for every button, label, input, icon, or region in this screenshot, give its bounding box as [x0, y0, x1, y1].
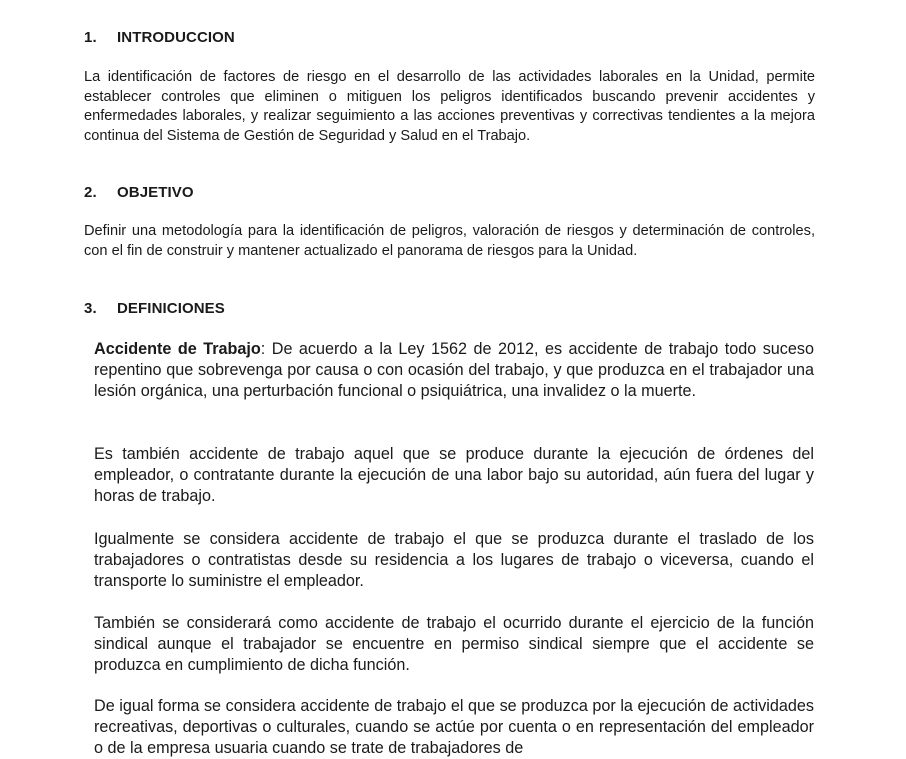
section-number: 1.: [84, 29, 97, 46]
section-number: 3.: [84, 300, 97, 317]
definition-paragraph: Es también accidente de trabajo aquel que se produce durante la ejecución de órdenes del empleador, o contratante durante la ejecución de una labor bajo su autoridad, aún fuera del lugar y horas de trabajo.: [94, 445, 814, 505]
definition-body: : De acuerdo a la Ley 1562 de 2012, es accidente de trabajo todo suceso repentino que sobrevenga por causa o con ocasión del trabajo, y que produzca en el trabajador una lesión orgánica, una perturbación funcional o psiquiátrica, una invalidez o la muerte.: [94, 340, 814, 400]
section-title: DEFINICIONES: [117, 300, 225, 317]
definition-accidente-de-trabajo: [94, 339, 814, 402]
objetivo-paragraph: Definir una metodología para la identificación de peligros, valoración de riesgos y determinación de controles, con el fin de construir y mantener actualizado el panorama de riesgos para la Unidad.: [84, 223, 815, 259]
section-number: 2.: [84, 184, 97, 201]
definition-paragraph: Igualmente se considera accidente de trabajo el que se produzca durante el traslado de los trabajadores o contratistas desde su residencia a los lugares de trabajo o viceversa, cuando el transporte lo suministre el empleador.: [94, 530, 814, 590]
definition-paragraph: De igual forma se considera accidente de trabajo el que se produzca por la ejecución de actividades recreativas, deportivas o culturales, cuando se actúe por cuenta o en representación del empleador o de la empresa usuaria cuando se trate de trabajadores de: [94, 697, 814, 757]
section-title: INTRODUCCION: [117, 29, 235, 46]
section-title: OBJETIVO: [117, 184, 194, 201]
section-heading-introduccion: [84, 29, 235, 46]
definition-paragraph: También se considerará como accidente de trabajo el ocurrido durante el ejercicio de la función sindical aunque el trabajador se encuentre en permiso sindical siempre que el accidente se produzca en cumplimiento de dicha función.: [94, 614, 814, 674]
intro-paragraph: La identificación de factores de riesgo en el desarrollo de las actividades laborales en la Unidad, permite establecer controles que eliminen o mitiguen los peligros identificados buscando prevenir accidentes y enfermedades laborales, y realizar seguimiento a las acciones preventivas y correctivas tendientes a la mejora continua del Sistema de Gestión de Seguridad y Salud en el Trabajo.: [84, 69, 815, 144]
section-heading-objetivo: [84, 184, 194, 201]
section-heading-definiciones: [84, 300, 225, 317]
definition-term: Accidente de Trabajo: [94, 340, 261, 358]
